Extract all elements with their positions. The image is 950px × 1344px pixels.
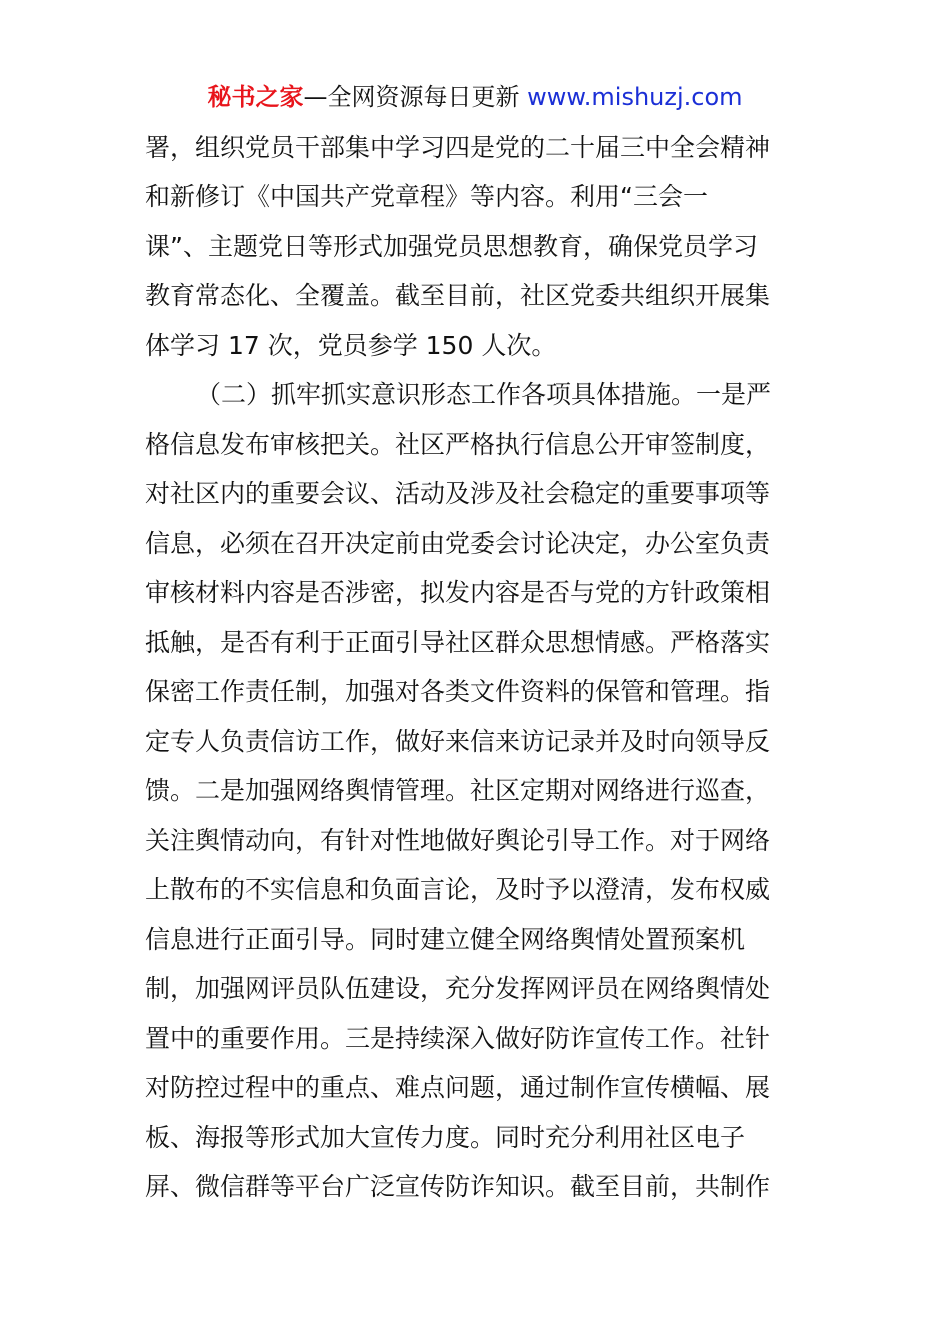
text-line: 馈。二是加强网络舆情管理。社区定期对网络进行巡查，: [145, 776, 771, 805]
text-line: 署，组织党员干部集中学习四是党的二十届三中全会精神: [145, 133, 771, 162]
text-line: 格信息发布审核把关。社区严格执行信息公开审签制度，: [145, 430, 771, 459]
text-line: 制，加强网评员队伍建设，充分发挥网评员在网络舆情处: [145, 974, 771, 1003]
text-line: （二）抓牢抓实意识形态工作各项具体措施。一是严: [196, 380, 772, 409]
text-line: 板、海报等形式加大宣传力度。同时充分利用社区电子: [145, 1123, 746, 1152]
header-tagline: —全网资源每日更新: [303, 83, 520, 111]
text-line: 教育常态化、全覆盖。截至目前，社区党委共组织开展集: [145, 281, 771, 310]
text-line: 置中的重要作用。三是持续深入做好防诈宣传工作。社针: [145, 1024, 771, 1053]
text-line: 关注舆情动向，有针对性地做好舆论引导工作。对于网络: [145, 826, 771, 855]
text-line: 屏、微信群等平台广泛宣传防诈知识。截至目前，共制作: [145, 1172, 771, 1201]
text-line: 定专人负责信访工作，做好来信来访记录并及时向领导反: [145, 727, 771, 756]
text-line: 信息，必须在召开决定前由党委会讨论决定，办公室负责: [145, 529, 771, 558]
text-line: 审核材料内容是否涉密，拟发内容是否与党的方针政策相: [145, 578, 771, 607]
text-line: 抵触，是否有利于正面引导社区群众思想情感。严格落实: [145, 628, 771, 657]
text-line: 对社区内的重要会议、活动及涉及社会稳定的重要事项等: [145, 479, 771, 508]
text-line: 信息进行正面引导。同时建立健全网络舆情处置预案机: [145, 925, 746, 954]
text-line: 对防控过程中的重点、难点问题，通过制作宣传横幅、展: [145, 1073, 771, 1102]
text-line: 和新修订《中国共产党章程》等内容。利用“三会一: [145, 182, 708, 211]
page-header: [0, 80, 950, 114]
brand-name: 秘书之家: [207, 83, 304, 111]
text-line: 体学习 17 次，党员参学 150 人次。: [145, 331, 557, 360]
text-line: 课”、主题党日等形式加强党员思想教育，确保党员学习: [145, 232, 758, 261]
site-url[interactable]: www.mishuzj.com: [527, 83, 743, 111]
text-line: 保密工作责任制，加强对各类文件资料的保管和管理。指: [145, 677, 771, 706]
text-line: 上散布的不实信息和负面言论，及时予以澄清，发布权威: [145, 875, 771, 904]
